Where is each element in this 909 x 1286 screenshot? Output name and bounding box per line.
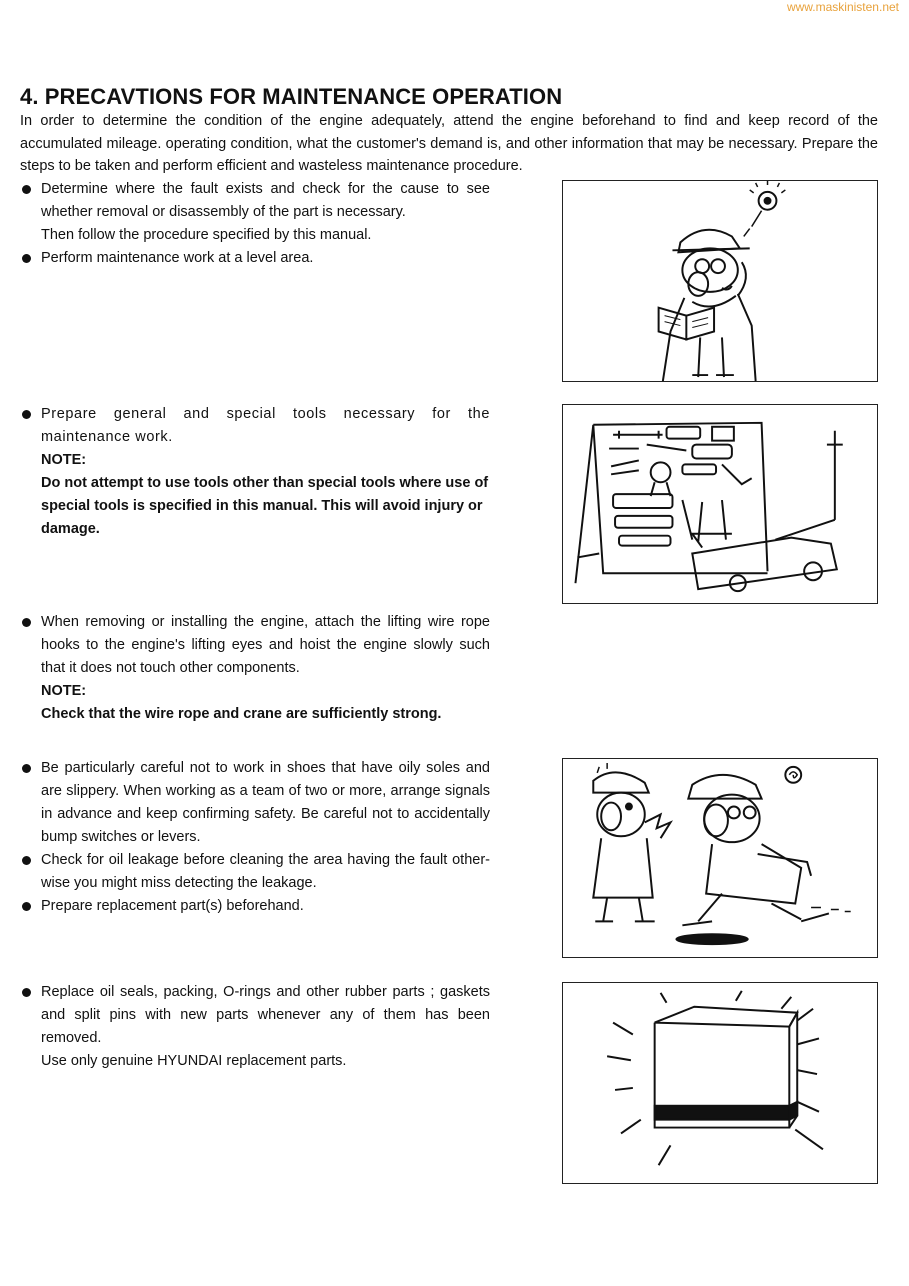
bullet-oil-leakage: Check for oil leakage before cleaning the area having the fault other-wise you might miss detecting the leakage. bbox=[20, 849, 490, 895]
watermark: www.maskinisten.net bbox=[786, 0, 899, 14]
intro-paragraph: In order to determine the condition of the engine adequately, attend the engine beforehand to find and keep record of the accumulated mileage. operating condition, what the customer's demand is, and other information that may be necessary. Prepare the steps to be taken and perform efficient and wasteless maintenance procedure. bbox=[20, 113, 878, 174]
figure-glowing-box bbox=[562, 982, 878, 1184]
bullet-level-area: Perform maintenance work at a level area. bbox=[20, 247, 490, 270]
note-special-tools: Do not attempt to use tools other than special tools where use of special tools is specified in this manual. This will avoid injury or damage. bbox=[41, 475, 489, 537]
bullet-genuine-parts: Use only genuine HYUNDAI replacement parts. bbox=[41, 1053, 347, 1069]
section-fault-diagnosis bbox=[20, 178, 490, 270]
section-safety bbox=[20, 757, 490, 918]
note-label: NOTE: bbox=[41, 683, 87, 699]
bullet-determine-fault: Determine where the fault exists and check for the cause to see whether removal or disassembly of the part is necessary. bbox=[20, 178, 490, 224]
note-wire-rope: Check that the wire rope and crane are sufficiently strong. bbox=[41, 706, 442, 722]
note-label: NOTE: bbox=[41, 452, 87, 468]
section-tools bbox=[20, 403, 490, 541]
section-engine-lifting bbox=[20, 611, 490, 726]
section-replacement bbox=[20, 981, 490, 1073]
bullet-prepare-tools: Prepare general and special tools necessary for the maintenance work. bbox=[20, 403, 490, 449]
figure-tool-board bbox=[562, 404, 878, 604]
bullet-rubber-parts: Replace oil seals, packing, O-rings and other rubber parts ; gaskets and split pins with new parts whenever any of them has been removed. bbox=[20, 981, 490, 1050]
figure-slipping-workers bbox=[562, 758, 878, 958]
bullet-oily-shoes: Be particularly careful not to work in shoes that have oily soles and are slippery. When working as a team of two or more, arrange signals in advance and keep confirming safety. Be careful not to accidentally bump switches or levers. bbox=[20, 757, 490, 849]
bullet-lifting-engine: When removing or installing the engine, attach the lifting wire rope hooks to the engine's lifting eyes and hoist the engine slowly such that it does not touch other components. bbox=[20, 611, 490, 680]
page-title: 4. PRECAVTIONS FOR MAINTENANCE OPERATION bbox=[20, 84, 563, 109]
bullet-follow-procedure: Then follow the procedure specified by this manual. bbox=[41, 227, 372, 243]
figure-mechanic-reading-manual bbox=[562, 180, 878, 382]
bullet-replacement-parts: Prepare replacement part(s) beforehand. bbox=[20, 895, 490, 918]
